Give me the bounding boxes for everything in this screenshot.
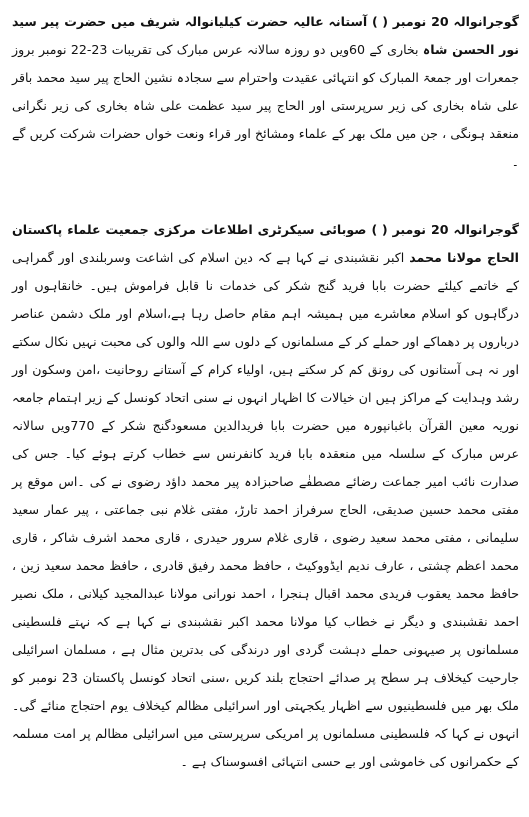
article-lead: ) صوبائی سیکرٹری اطلاعات مرکزی جمعیت علماء پاکستان الحاج مولانا محمد: [12, 222, 519, 265]
article-dateline: گوجرانوالہ 20 نومبر (: [382, 14, 519, 29]
article-body: بخاری کے 60ویں دو روزہ سالانہ عرس مبارک کی تقریبات 23-22 نومبر بروز جمعرات اور جمعۃ المبارک کو انتہائی عقیدت واحترام سے سجادہ نشین الحاج پیر سید محمد باقر علی شاہ بخاری کی زیر سرپرستی اور الحاج پیر سید عظمت علی شاہ بخاری کی زیر نگرانی منعقد ہونگی ، جن میں ملک بھر کے علماء ومشائخ اور قراء ونعت خواں حضرات شرکت کریں گے ۔: [12, 42, 519, 169]
article-paragraph: [12, 8, 519, 176]
article-body: اکبر نقشبندی نے کہا ہے کہ دین اسلام کی اشاعت وسربلندی اور گمراہی کے خاتمے کیلئے حضرت بابا فرید گنج شکر کی خدمات نا قابل فراموش ہیں۔ خانقاہوں اور درگاہوں کو اسلام معاشرے میں ہمیشہ اہم مقام حاصل رہا ہے،اسلام اور ملک دشمن عناصر درباروں پر دھماکے اور حملے کر کے مسلمانوں کے دلوں سے اللہ والوں کی محبت نہیں نکال سکتے اور نہ ہی آستانوں کی رونق کم کر سکتے ہیں، اولیاء کرام کے آستانے روحانیت ،امن وسکون اور رشد وہدایت کے مراکز ہیں ان خیالات کا اظہار انہوں نے سنی اتحاد کونسل کے زیر اہتمام جامعہ نوریہ معین القرآن باغبانپورہ میں حضرت بابا فریدالدین مسعودگنج شکر کے 770ویں سالانہ عرس مبارک کے سلسلہ میں منعقدہ بابا فرید کانفرنس سے خطاب کرتے ہوئے کیا۔ جس کی صدارت نائب امیر جماعت رضائے مصطفٰے صاحبزادہ پیر محمد داؤد رضوی نے کی ۔اس موقع پر مفتی محمد حسین صدیقی، الحاج سرفراز احمد تارڑ، مفتی غلام نبی جماعتی ، پیر عمار سعید سلیمانی ، مفتی محمد سعید رضوی ، قاری غلام سرور حیدری ، قاری محمد اشرف شاکر ، قاری محمد اعظم چشتی ، عارف ندیم ایڈووکیٹ ، حافظ محمد رفیق قادری ، حافظ محمد سعید زین ، حافظ محمد یعقوب فریدی محمد اقبال ہنجرا ، احمد نورانی مولانا عبدالمجید کیلانی ، ملک نصیر احمد نقشبندی و دیگر نے خطاب کیا مولانا محمد اکبر نقشبندی نے کہا ہے کہ نہتے فلسطینی مسلمانوں پر صیہونی حملے دہشت گردی اور درندگی کی بدترین مثال ہے ، مسلمان اسرائیلی جارحیت کیخلاف ہر سطح پر صدائے احتجاج بلند کریں ،سنی اتحاد کونسل پاکستان 23 نومبر کو ملک بھر میں فلسطینیوں سے اظہار یکجہتی اور اسرائیلی مظالم کیخلاف یوم احتجاج منائے گی۔ انہوں نے کہا کہ فلسطینی مسلمانوں پر امریکی سرپرستی میں اسرائیلی مظالم پر امت مسلمہ کے حکمرانوں کی خاموشی اور بے حسی انتہائی افسوسناک ہے ۔: [12, 250, 519, 769]
article-paragraph: [12, 216, 519, 776]
article-dateline: گوجرانوالہ 20 نومبر (: [381, 222, 519, 237]
news-article-urs-kelianwala: [12, 8, 519, 178]
article-lead: ) آستانہ عالیہ حضرت کیلیانوالہ شریف میں حضرت پیر سید نور الحسن شاہ: [12, 14, 519, 57]
news-article-baba-farid-conference: [12, 216, 519, 776]
article-separator: [12, 178, 519, 216]
